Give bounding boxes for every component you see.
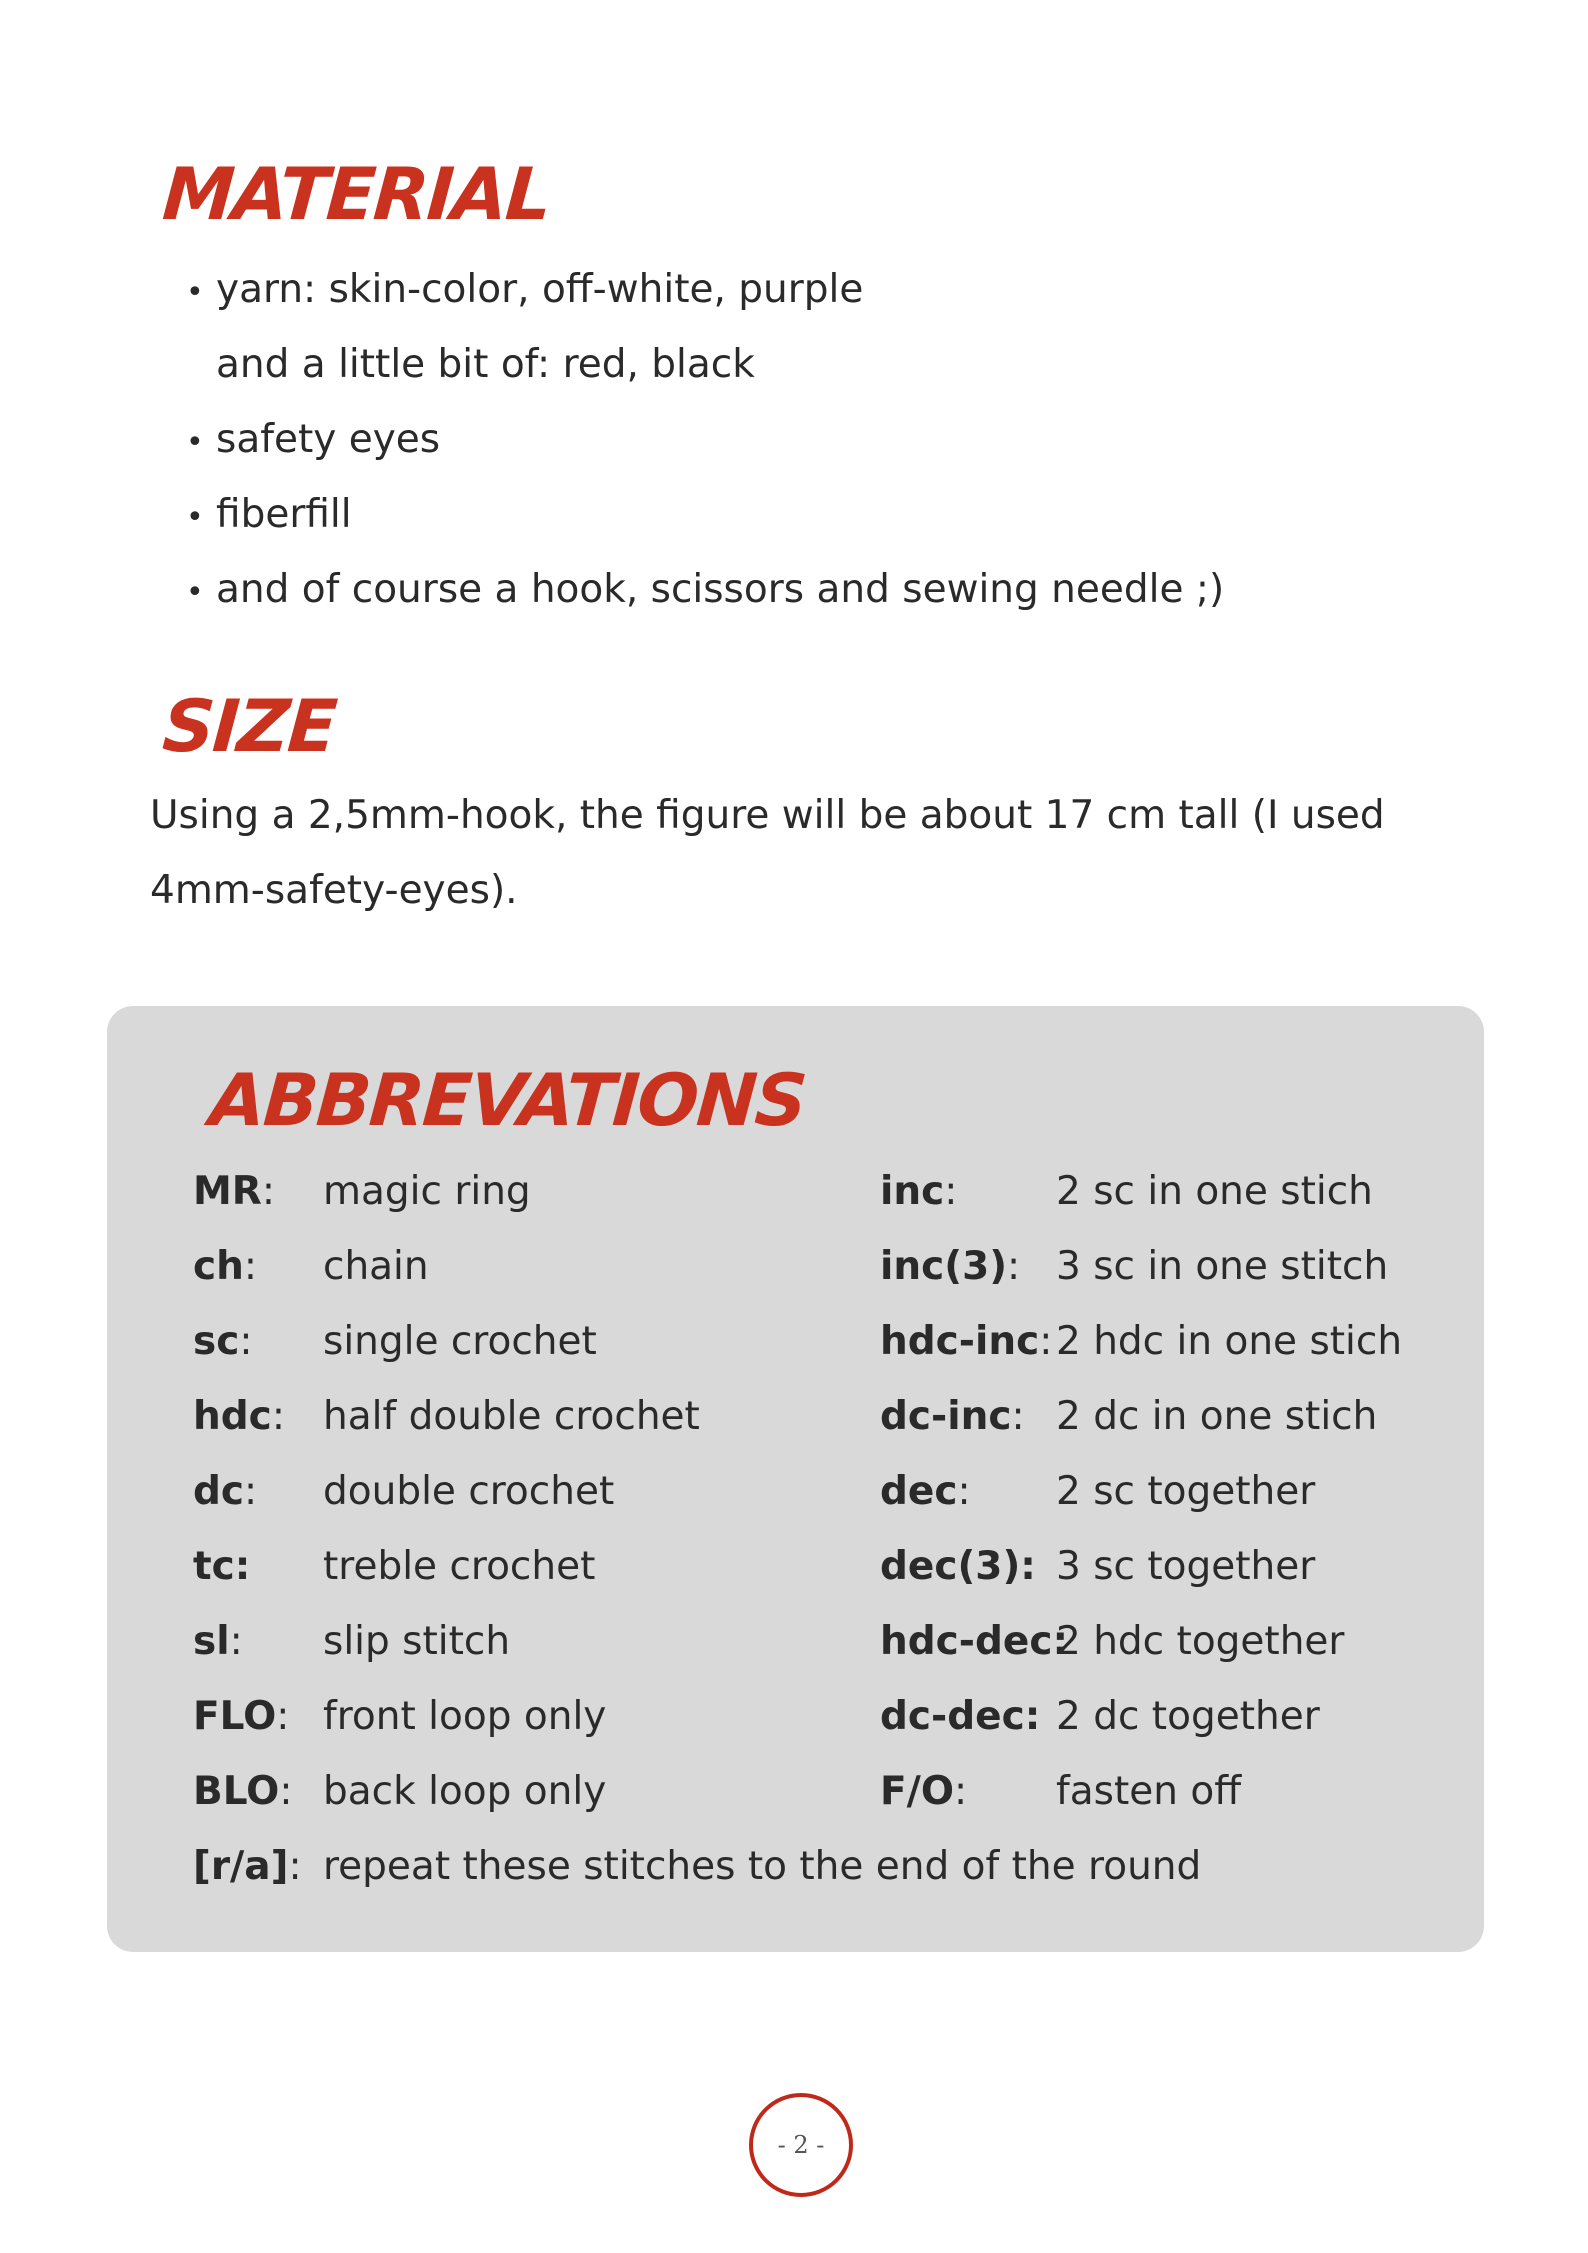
abbreviation-key bbox=[880, 1454, 971, 1529]
bullet-icon: • bbox=[186, 500, 204, 535]
list-item bbox=[186, 327, 1224, 402]
list-item bbox=[186, 477, 1224, 552]
page-number: - 2 - bbox=[749, 2093, 853, 2197]
abbreviation-key-text: inc(3) bbox=[880, 1244, 1008, 1289]
abbreviation-separator: : bbox=[957, 1469, 971, 1514]
abbreviation-definition: slip stitch bbox=[323, 1619, 511, 1664]
bullet-icon: • bbox=[186, 275, 204, 310]
abbreviation-key bbox=[193, 1454, 257, 1529]
abbreviation-key-text: ch bbox=[193, 1244, 244, 1289]
abbreviation-definition: 2 hdc in one stich bbox=[1056, 1319, 1403, 1364]
material-heading: MATERIAL bbox=[160, 152, 553, 236]
abbreviation-separator: : bbox=[229, 1619, 243, 1664]
list-item bbox=[186, 402, 1224, 477]
abbreviation-key-text: dec bbox=[880, 1469, 958, 1514]
abbreviation-definition: half double crochet bbox=[323, 1394, 700, 1439]
abbreviation-separator: : bbox=[944, 1169, 958, 1214]
abbreviation-key-text: dc-inc bbox=[880, 1394, 1012, 1439]
abbreviation-key bbox=[880, 1229, 1020, 1304]
abbreviation-key bbox=[880, 1679, 1040, 1754]
abbreviation-definition: 2 dc together bbox=[1056, 1694, 1320, 1739]
abbreviation-separator: : bbox=[1011, 1394, 1025, 1439]
abbreviation-definition: single crochet bbox=[323, 1319, 597, 1364]
abbreviation-key-text: sl bbox=[193, 1619, 230, 1664]
bullet-icon: • bbox=[186, 575, 204, 610]
abbreviation-definition: repeat these stitches to the end of the round bbox=[323, 1844, 1202, 1889]
abbreviation-key bbox=[193, 1754, 292, 1829]
abbreviation-key-text: F/O bbox=[880, 1769, 955, 1814]
size-heading: SIZE bbox=[160, 684, 338, 768]
list-item bbox=[186, 252, 1224, 327]
abbreviation-key-text: BLO bbox=[193, 1769, 280, 1814]
abbreviation-definition: back loop only bbox=[323, 1769, 607, 1814]
abbreviation-separator: : bbox=[276, 1694, 290, 1739]
abbreviation-definition: double crochet bbox=[323, 1469, 615, 1514]
abbreviation-key bbox=[193, 1529, 250, 1604]
abbreviation-key-text: tc: bbox=[193, 1544, 251, 1589]
abbreviation-definition: 3 sc together bbox=[1056, 1544, 1316, 1589]
abbreviation-definition: 2 sc in one stich bbox=[1056, 1169, 1373, 1214]
abbreviation-separator: : bbox=[239, 1319, 253, 1364]
abbreviation-key bbox=[880, 1154, 957, 1229]
abbreviation-key-text: dec(3): bbox=[880, 1544, 1036, 1589]
material-item-text: and a little bit of: red, black bbox=[216, 342, 755, 387]
abbreviation-key bbox=[880, 1304, 1052, 1379]
bullet-icon: • bbox=[186, 425, 204, 460]
abbreviation-definition: chain bbox=[323, 1244, 429, 1289]
abbreviation-key-text: sc bbox=[193, 1319, 240, 1364]
material-item-text: yarn: skin-color, off-white, purple bbox=[216, 267, 864, 312]
abbreviation-separator: : bbox=[1007, 1244, 1021, 1289]
abbreviation-key bbox=[193, 1679, 289, 1754]
material-list bbox=[186, 252, 1224, 627]
abbreviation-key bbox=[880, 1604, 1068, 1679]
abbreviation-definition: 2 hdc together bbox=[1056, 1619, 1345, 1664]
abbreviation-key-text: hdc-inc bbox=[880, 1319, 1040, 1364]
abbreviation-definition: fasten off bbox=[1056, 1769, 1242, 1814]
abbreviation-separator: : bbox=[271, 1394, 285, 1439]
abbreviation-key bbox=[880, 1754, 967, 1829]
abbreviation-key bbox=[193, 1304, 252, 1379]
abbreviation-separator: : bbox=[243, 1244, 258, 1289]
abbreviation-separator: : bbox=[288, 1844, 302, 1889]
abbreviation-key bbox=[880, 1379, 1025, 1454]
abbreviation-definition: treble crochet bbox=[323, 1544, 596, 1589]
abbreviation-separator: : bbox=[279, 1769, 293, 1814]
size-text: Using a 2,5mm-hook, the figure will be about 17 cm tall (I used 4mm-safety-eyes). bbox=[150, 793, 1385, 913]
abbreviation-key-text: dc-dec: bbox=[880, 1694, 1041, 1739]
abbreviation-key bbox=[193, 1154, 275, 1229]
abbreviation-key bbox=[193, 1379, 285, 1454]
abbreviation-separator: : bbox=[244, 1469, 258, 1514]
abbreviation-key-text: MR bbox=[193, 1169, 262, 1214]
abbreviation-key bbox=[193, 1604, 243, 1679]
abbreviation-definition: front loop only bbox=[323, 1694, 607, 1739]
material-item-text: safety eyes bbox=[216, 417, 441, 462]
abbreviation-key bbox=[193, 1229, 257, 1304]
abbreviation-definition: 2 sc together bbox=[1056, 1469, 1316, 1514]
material-item-text: and of course a hook, scissors and sewing needle ;) bbox=[216, 567, 1225, 612]
abbreviation-key-text: inc bbox=[880, 1169, 945, 1214]
abbreviation-definition: 2 dc in one stich bbox=[1056, 1394, 1378, 1439]
abbreviation-key bbox=[193, 1829, 302, 1904]
abbreviation-separator: : bbox=[1039, 1319, 1053, 1364]
abbreviation-key bbox=[880, 1529, 1036, 1604]
list-item bbox=[186, 552, 1224, 627]
abbreviations-heading: ABBREVATIONS bbox=[207, 1058, 808, 1142]
abbreviation-definition: 3 sc in one stitch bbox=[1056, 1244, 1389, 1289]
abbreviation-separator: : bbox=[261, 1169, 275, 1214]
material-item-text: fiberfill bbox=[216, 492, 352, 537]
abbreviation-key-text: hdc bbox=[193, 1394, 272, 1439]
abbreviation-key-text: [r/a] bbox=[193, 1844, 289, 1889]
abbreviation-definition: magic ring bbox=[323, 1169, 531, 1214]
abbreviation-key-text: FLO bbox=[193, 1694, 277, 1739]
abbreviation-key-text: dc bbox=[193, 1469, 245, 1514]
abbreviation-key-text: hdc-dec: bbox=[880, 1619, 1069, 1664]
abbreviation-separator: : bbox=[954, 1769, 968, 1814]
